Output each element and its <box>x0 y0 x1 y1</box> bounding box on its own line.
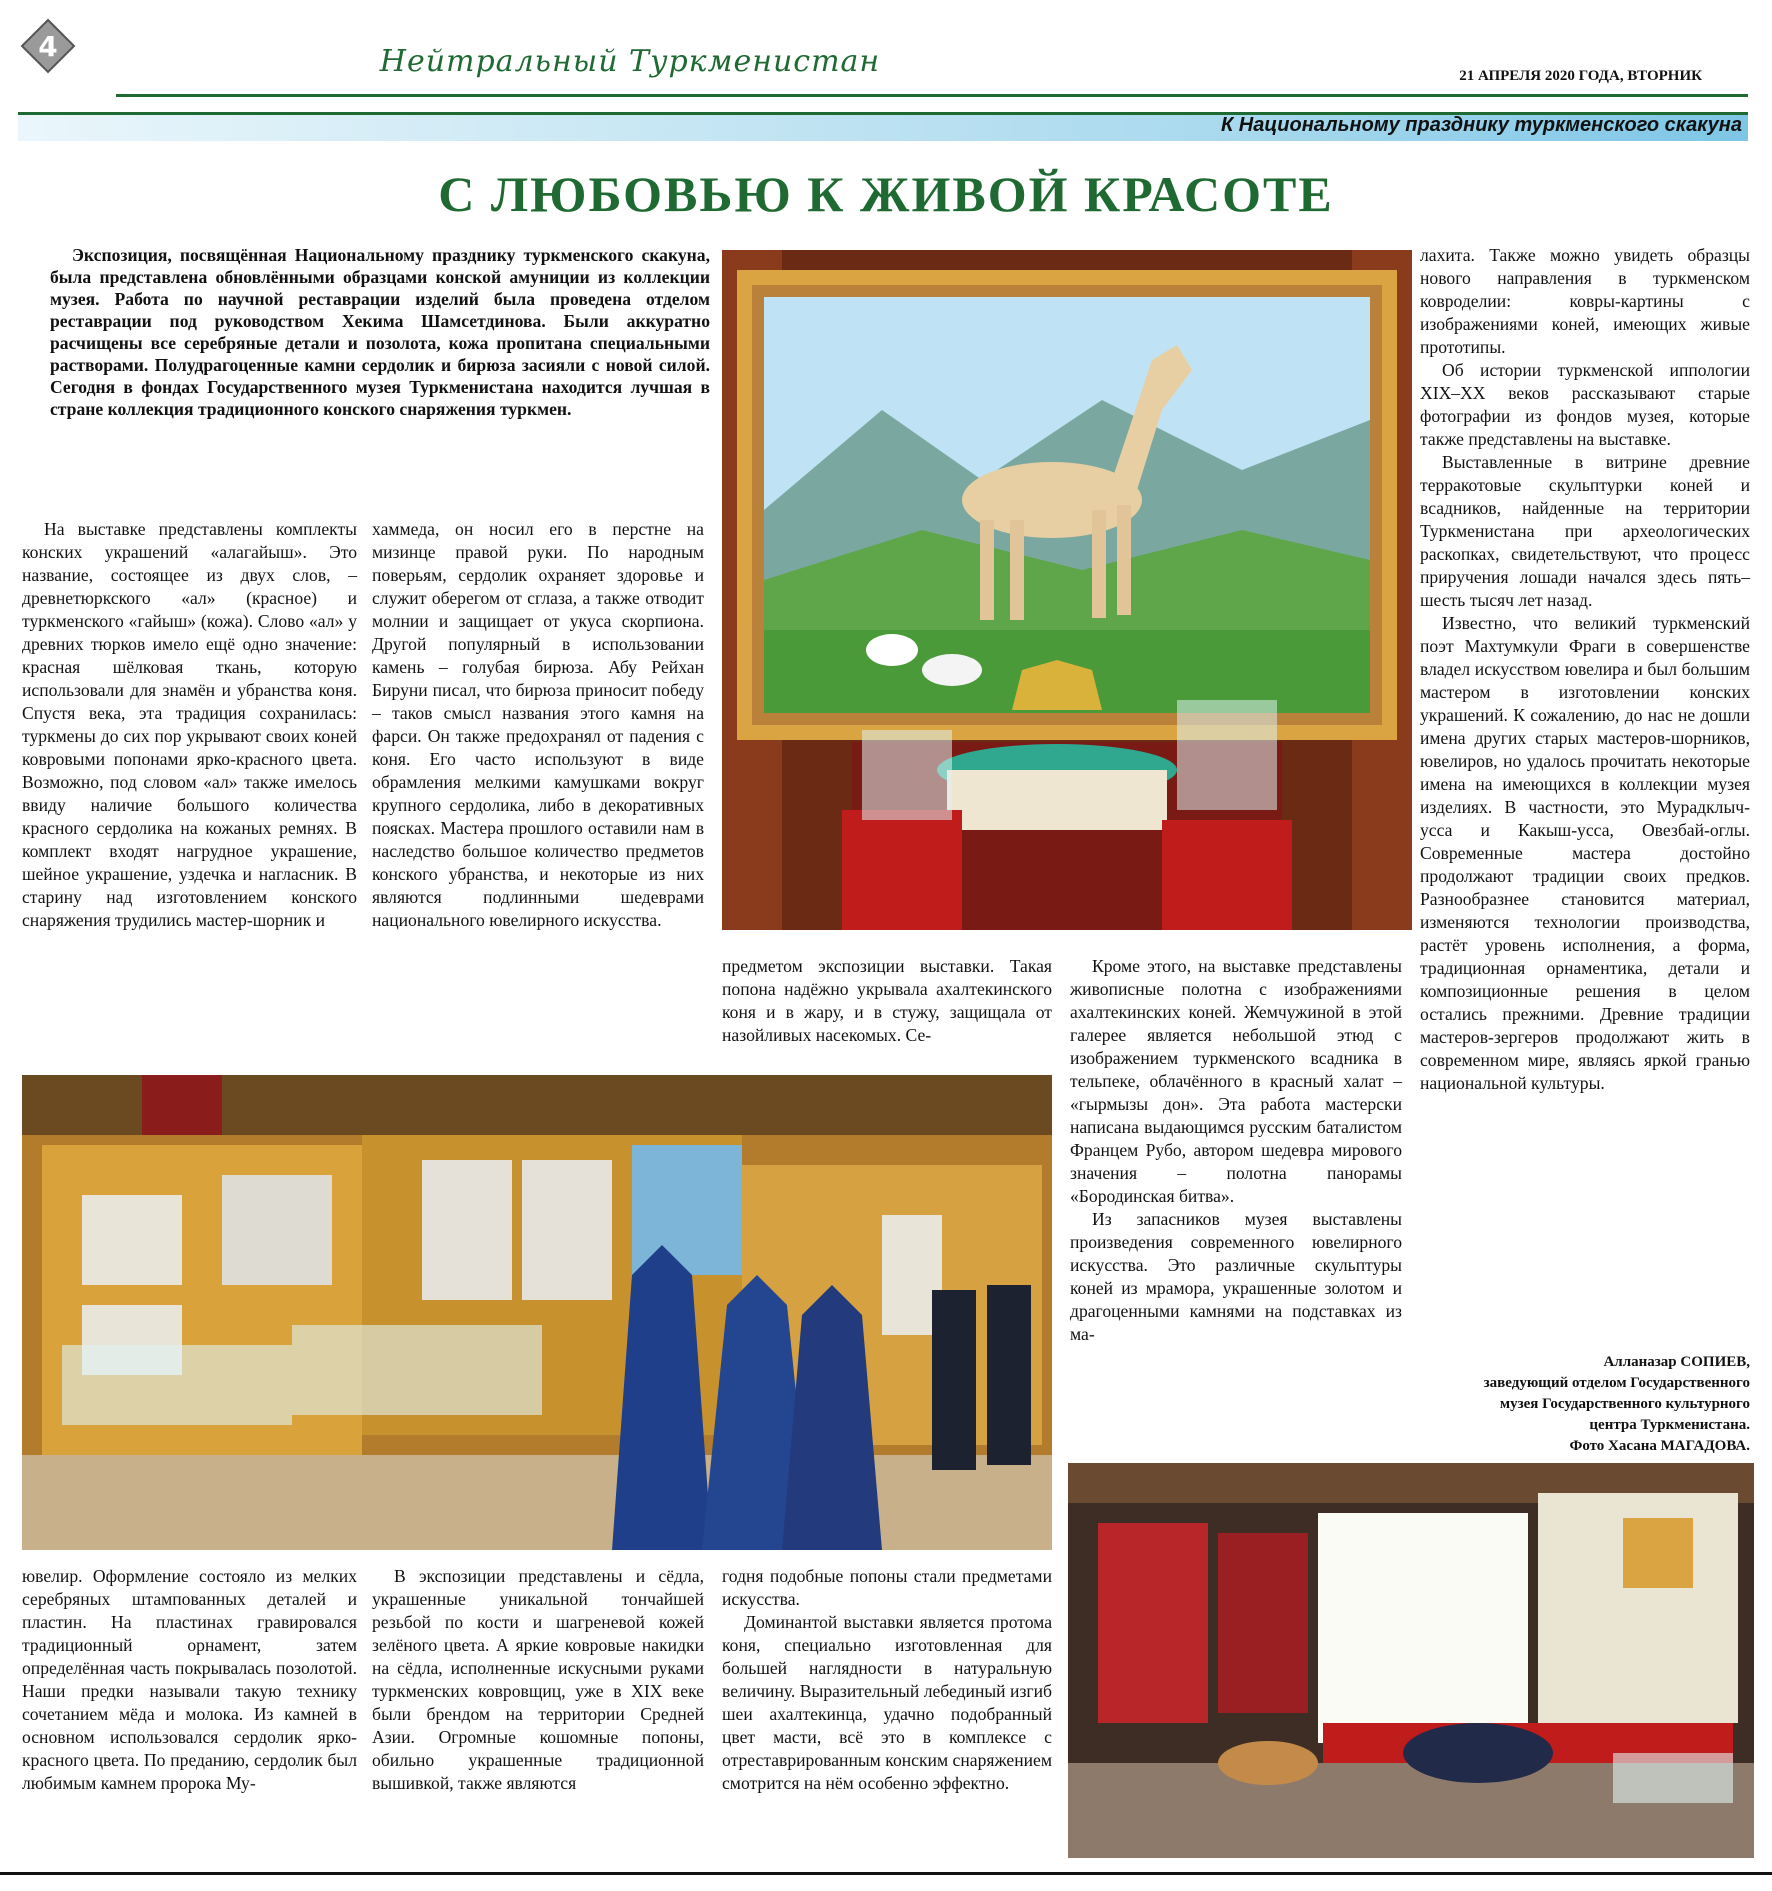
author-name: Алланазар СОПИЕВ, <box>1603 1354 1750 1370</box>
author-position: заведующий отделом Государственного музея Государственного культурного центра Туркменистана. <box>1483 1375 1750 1433</box>
column-3-bottom <box>722 1565 1052 1795</box>
column-1-top <box>22 518 357 932</box>
page-number-diamond <box>20 18 76 74</box>
page-number: 4 <box>38 30 58 63</box>
paragraph: Известно, что великий туркменский поэт Махтумкули Фраги в совершенстве владел искусством ювелира и был большим мастером в изготовлении конских украшений. К сожалению, до нас не дошли имена других старых мастеров-шорников, ювелиров, но удалось прочитать некоторые имена на имеющихся в коллекции музея изделиях. В частности, это Мурадклыч-усса и Какыш-усса, Овезбай-оглы. Современные мастера достойно продолжают традиции своих предков. Разнообразнее становится материал, изменяются технологии производства, растёт уровень исполнения, а форма, традиционная орнаментика, детали и композиционные решения в целом остались прежними. Древние традиции мастеров-зергеров продолжают жить в современном мире, являясь яркой гранью национальной культуры. <box>1420 613 1750 1093</box>
paragraph: На выставке представлены комплекты конских украшений «алагайыш». Это название, состоящее из двух слов, – древнетюркского «ал» (красное) и туркменского «гайыш» (кожа). Слово «ал» у древних тюрков имело ещё одно значение: красная шёлковая ткань, которую использовали для знамён и убранства коня. Спустя века, эта традиция сохранилась: туркмены до сих пор укрывают своих коней ковровыми попонами ярко-красного цвета. Возможно, под словом «ал» также имелось ввиду наличие большого количества красного сердолика на кожаных ремнях. В комплект входят нагрудное украшение, шейное украшение, уздечка и нагласник. В старину над изготовлением конского снаряжения трудились мастер-шорник и <box>22 519 357 930</box>
article-headline: С ЛЮБОВЬЮ К ЖИВОЙ КРАСОТЕ <box>438 166 1334 222</box>
column-3-mid <box>722 955 1052 1047</box>
paragraph: годня подобные попоны стали предметами искусства. <box>722 1566 1052 1609</box>
paragraph: Доминантой выставки является протома коня, специально изготовленная для большей наглядности в натуральную величину. Выразительный лебединый изгиб шеи ахалтекинца, удачно подобранный цвет масти, всё это в комплексе с отреставрированным конским снаряжением смотрится на нём особенно эффектно. <box>722 1612 1052 1793</box>
author-signature <box>1450 1352 1750 1457</box>
horse-painting-image <box>722 250 1412 930</box>
column-5 <box>1420 244 1750 1095</box>
paragraph: В экспозиции представлены и сёдла, украшенные уникальной тончайшей резьбой по кости и шагреневой кожей зелёного цвета. А яркие ковровые накидки на сёдла, исполненные искусными руками туркменских ковровщиц, уже в XIX веке были брендом на территории Средней Азии. Огромные кошомные попоны, обильно украшенные традиционной вышивкой, также являются <box>372 1566 704 1793</box>
exhibition-hall-image <box>22 1075 1052 1550</box>
article-lead <box>50 244 710 420</box>
photo-credit: Фото Хасана МАГАДОВА. <box>1569 1438 1750 1454</box>
newspaper-title: Нейтральный Туркменистан <box>379 44 881 79</box>
issue-date: 21 АПРЕЛЯ 2020 ГОДА, ВТОРНИК <box>1459 68 1702 84</box>
column-1-bottom <box>22 1565 357 1795</box>
saddles-display-image <box>1068 1463 1754 1858</box>
paragraph: предметом экспозиции выставки. Такая попона надёжно укрывала ахалтекинского коня и в жару, и в стужу, защищала от назойливых насекомых. Се- <box>722 956 1052 1045</box>
paragraph: ювелир. Оформление состояло из мелких серебряных штампованных деталей и пластин. На пластинах гравировался традиционный орнамент, затем определённая часть покрывалась позолотой. Наши предки называли такую технику сочетанием мёда и молока. Из камней в основном использовался сердолик ярко-красного цвета. По преданию, сердолик был любимым камнем пророка Му- <box>22 1566 357 1793</box>
paragraph: Об истории туркменской иппологии XIX–XX веков рассказывают старые фотографии из фондов музея, которые также представлены на выставке. <box>1420 360 1750 449</box>
column-4-mid <box>1070 955 1402 1346</box>
lead-paragraph: Экспозиция, посвящённая Национальному празднику туркменского скакуна, была представлена обновлёнными образцами конской амуниции из коллекции музея. Работа по научной реставрации изделий была проведена отделом реставрации под руководством Хекима Шамсетдинова. Были аккуратно расчищены все серебряные детали и позолота, кожа пропитана специальными растворами. Полудрагоценные камни сердолик и бирюза засияли с новой силой. Сегодня в фондах Государственного музея Туркменистана находится лучшая в стране коллекция традиционного конского снаряжения туркмен. <box>50 245 710 419</box>
rubric-title: К Национальному празднику туркменского скакуна <box>1220 114 1742 136</box>
paragraph: лахита. Также можно увидеть образцы нового направления в туркменском ковроделии: ковры-картины с изображениями коней, имеющих живые прототипы. <box>1420 245 1750 357</box>
page-number-badge <box>20 18 76 74</box>
paragraph: Из запасников музея выставлены произведения современного ювелирного искусства. Это различные скульптуры коней из мрамора, украшенные золотом и драгоценными камнями на подставках из ма- <box>1070 1209 1402 1344</box>
paragraph: хаммеда, он носил его в перстне на мизинце правой руки. По народным поверьям, сердолик охраняет здоровье и служит оберегом от сглаза, а также отводит молнии и защищает от укуса скорпиона. Другой популярный в использовании камень – голубая бирюза. Абу Рейхан Бируни писал, что бирюза приносит победу – таков смысл названия этого камня на фарси. Он также предохранял от падения с коня. Его часто используют в виде обрамления мелкими камушками вокруг крупного сердолика, либо в декоративных поясках. Мастера прошлого оставили нам в наследство большое количество предметов конского убранства, и некоторые из них являются подлинными шедеврами национального ювелирного искусства. <box>372 519 704 930</box>
header-rule <box>116 94 1748 97</box>
column-2-bottom <box>372 1565 704 1795</box>
footer-rule <box>0 1872 1772 1875</box>
paragraph: Кроме этого, на выставке представлены живописные полотна с изображениями ахалтекинских коней. Жемчужиной в этой галерее является небольшой этюд с изображением туркменского всадника в тельпеке, облачённого в красный халат – «гырмызы дон». Эта работа мастерски написана выдающимся русским баталистом Францем Рубо, автором шедевра мирового значения – полотна панорамы «Бородинская битва». <box>1070 956 1402 1206</box>
photo-horse-painting <box>722 250 1412 930</box>
column-2-top <box>372 518 704 932</box>
photo-exhibition-hall <box>22 1075 1052 1550</box>
photo-saddles-display <box>1068 1463 1754 1858</box>
paragraph: Выставленные в витрине древние терракотовые скульптурки коней и всадников, найденные на территории Туркменистана при археологических раскопках, свидетельствуют, что процесс приручения лошади начался здесь пять–шесть тысяч лет назад. <box>1420 452 1750 610</box>
